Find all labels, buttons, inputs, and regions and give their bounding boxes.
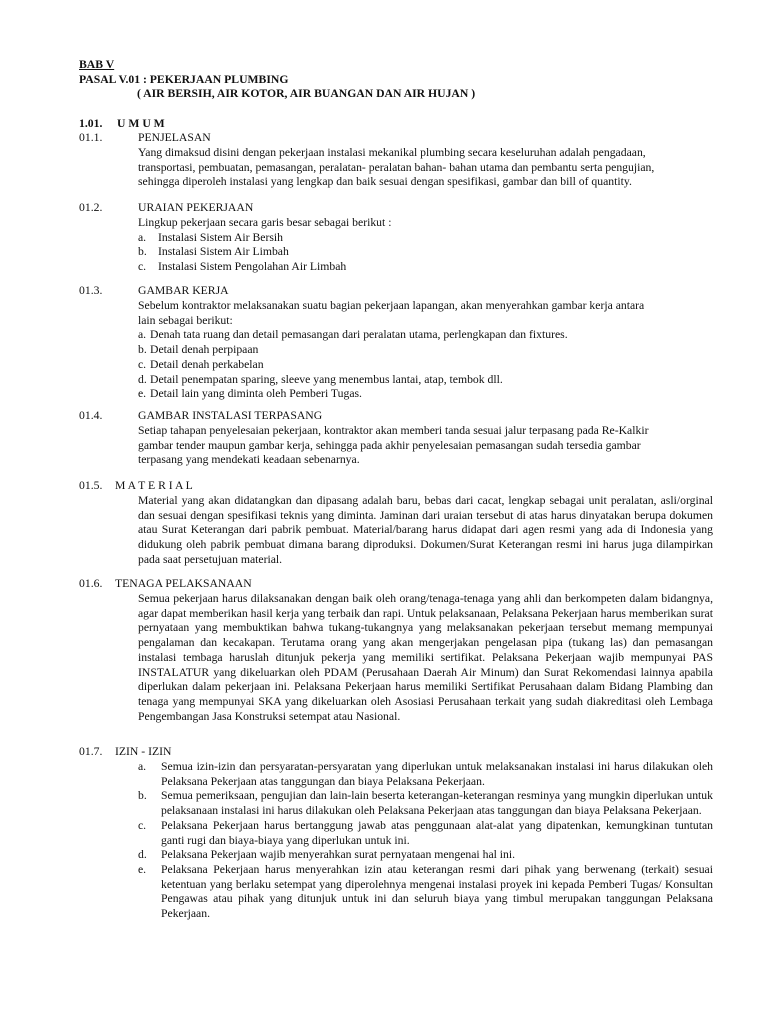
paragraph: Semua pekerjaan harus dilaksanakan dengan baik oleh orang/tenaga-tenaga yang ahli dan berkompeten dalam bidangnya, agar dapat memberikan hasil kerja yang terbaik dan rapi. Untuk pelaksanaan, Pelaksana Pekerjaan harus memberikan surat pernyataan yang membuktikan bahwa tukang-tukangnya yang melaksanakan pekerjaan tersebut memang mempunyai pengalaman dan kecakapan. Terutama orang yang akan mengerjakan pengelasan pipa (tukang las) dan pemasangan instalasi tembaga haruslah ditunjuk pekerja yang memiliki sertifikat. Pelaksana Pekerjaan wajib mempunyai PAS INSTALATUR yang dikeluarkan oleh PDAM (Perusahaan Daerah Air Minum) dan Surat Rekomendasi lainnya apabila diperlukan dalam pekerjaan ini. Pelaksana Pekerjaan harus memiliki Sertifikat Perusahaan dalam Bidang Plambing dan tenaga yang mempunyai SKA yang dikeluarkan oleh Asosiasi Perusahaan terkait yang sudah diakreditasi oleh Lembaga Pengembangan Jasa Konstruksi setempat atau Nasional. (138, 592, 713, 723)
section-number: 01.6. (79, 577, 103, 590)
section-title: U M U M (117, 117, 165, 130)
section-material (79, 479, 713, 568)
list-item: b. Instalasi Sistem Air Limbah (138, 245, 289, 259)
section-penjelasan (79, 131, 713, 190)
section-title: URAIAN PEKERJAAN (138, 201, 254, 214)
section-tenaga-pelaksanaan (79, 577, 713, 724)
list-item: c. Detail denah perkabelan (138, 357, 264, 371)
section-gambar-instalasi (79, 409, 713, 468)
paragraph-line: gambar tender maupun gambar kerja, sehingga pada akhir penyelesaian pemasangan sudah tersedia gambar (138, 438, 641, 452)
paragraph-line: Lingkup pekerjaan secara garis besar sebagai berikut : (138, 216, 392, 229)
article-subtitle: ( AIR BERSIH, AIR KOTOR, AIR BUANGAN DAN AIR HUJAN ) (137, 87, 476, 101)
list-item: c. Pelaksana Pekerjaan harus bertanggung jawab atas penggunaan alat-alat yang dipatenkan, kemungkinan tuntutan ganti rugi dan biaya-biaya yang diperlukan untuk ini. (138, 818, 713, 847)
section-number: 01.2. (79, 201, 103, 214)
paragraph-line: sehingga diperoleh instalasi yang lengkap dan baik sesuai dengan spesifikasi, gambar dan bill of quantity. (138, 175, 632, 189)
chapter-title: BAB V (79, 58, 115, 71)
section-uraian-pekerjaan (79, 201, 713, 275)
section-izin (79, 745, 713, 922)
section-title: PENJELASAN (138, 131, 211, 144)
list-item: d. Pelaksana Pekerjaan wajib menyerahkan surat pernyataan mengenai hal ini. (138, 848, 516, 862)
paragraph-line: Setiap tahapan penyelesaian pekerjaan, kontraktor akan memberi tanda sesuai jalur terpasang pada Re-Kalkir (138, 424, 649, 437)
paragraph-line: Sebelum kontraktor melaksanakan suatu bagian pekerjaan lapangan, akan menyerahkan gambar kerja antara (138, 299, 645, 312)
list-item: b. Detail denah perpipaan (138, 343, 259, 357)
paragraph-line: lain sebagai berikut: (138, 313, 233, 327)
section-number: 01.7. (79, 745, 103, 758)
section-number: 01.4. (79, 409, 103, 422)
section-title: IZIN - IZIN (115, 745, 172, 758)
section-umum (79, 117, 713, 132)
list-item: c. Instalasi Sistem Pengolahan Air Limbah (138, 260, 347, 274)
section-number: 01.3. (79, 284, 103, 297)
article-title: PASAL V.01 : PEKERJAAN PLUMBING (79, 72, 289, 86)
list-item: b. Semua pemeriksaan, pengujian dan lain-lain beserta keterangan-keterangan resminya yang mungkin diperlukan untuk pelaksanaan instalasi ini harus dilakukan oleh Pelaksana Pekerjaan atas tanggungan dan biaya Pelaksana Pekerjaan. (138, 789, 713, 818)
list-item: e. Pelaksana Pekerjaan harus menyerahkan izin atau keterangan resmi dari pihak yang berwenang (terkait) sesuai ketentuan yang berlaku setempat yang diperolehnya mengenai instalasi proyek ini kepada Pemberi Tugas/ Konsultan Pengawas atau pihak yang ditunjuk untuk ini dan seluruh biaya yang timbul merupakan tanggungan Pelaksana Pekerjaan. (138, 862, 713, 921)
chapter-header (79, 58, 475, 102)
paragraph-line: transportasi, pembuatan, pemasangan, peralatan- peralatan bahan- bahan utama dan pembantu serta pengujian, (138, 160, 655, 174)
section-title: TENAGA PELAKSANAAN (115, 577, 252, 590)
list-item: a. Denah tata ruang dan detail pemasangan dari peralatan utama, perlengkapan dan fixtures. (138, 328, 568, 342)
paragraph-line: terpasang yang mendekati keadaan sebenarnya. (138, 453, 360, 467)
paragraph: Material yang akan didatangkan dan dipasang adalah baru, bebas dari cacat, lengkap sebagai unit peralatan, asli/orginal dan sesuai dengan spesifikasi teknis yang diminta. Jaminan dari uraian tersebut di atas harus dinyatakan berupa dokumen atau Surat Keterangan dari pabrik pembuat. Material/barang harus didapat dari agen resmi yang ada di Indonesia yang didukung oleh pabrik pembuat dimana barang diproduksi. Dokumen/Surat Keterangan resmi ini harus juga dilampirkan pada saat persetujuan material. (138, 494, 713, 566)
section-number: 01.5. (79, 479, 103, 492)
section-title: M A T E R I A L (115, 479, 193, 492)
list-item: d. Detail penempatan sparing, sleeve yang menembus lantai, atap, tembok dll. (138, 372, 503, 386)
list-item: a. Instalasi Sistem Air Bersih (138, 230, 283, 244)
list-item: e. Detail lain yang diminta oleh Pemberi Tugas. (138, 387, 362, 401)
section-title: GAMBAR INSTALASI TERPASANG (138, 409, 323, 422)
section-number: 1.01. (79, 117, 103, 130)
section-gambar-kerja (79, 284, 713, 402)
paragraph-line: Yang dimaksud disini dengan pekerjaan instalasi mekanikal plumbing secara keseluruhan adalah pengadaan, (138, 146, 646, 159)
list-item: a. Semua izin-izin dan persyaratan-persyaratan yang diperlukan untuk melaksanakan instalasi ini harus dilakukan oleh Pelaksana Pekerjaan atas tanggungan dan biaya Pelaksana Pekerjaan. (138, 760, 713, 788)
section-number: 01.1. (79, 131, 103, 144)
section-title: GAMBAR KERJA (138, 284, 229, 297)
